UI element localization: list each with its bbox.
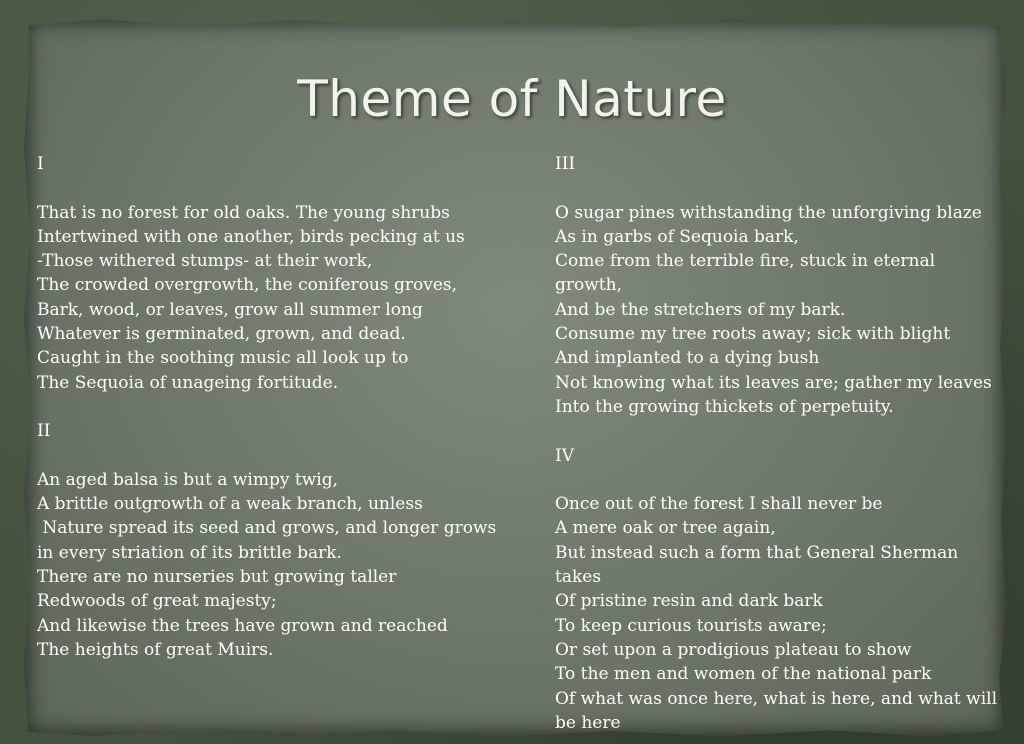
poem-line: Consume my tree roots away; sick with blight [555,324,951,345]
poem-line: An aged balsa is but a wimpy twig, [37,469,338,490]
poem-line: The Sequoia of unageing fortitude. [37,372,339,393]
poem-line: Into the growing thickets of perpetuity. [555,396,894,417]
poem-line: -Those withered stumps- at their work, [37,251,373,272]
poem-line: And likewise the trees have grown and reached [37,615,448,636]
poem-line: in every striation of its brittle bark. [37,542,342,563]
poem-line: Of pristine resin and dark bark [555,591,823,612]
poem-line: As in garbs of Sequoia bark, [555,226,799,247]
poem-line: O sugar pines withstanding the unforgiving blaze [555,202,982,223]
poem-line: Come from the terrible fire, stuck in eternal [555,251,936,272]
poem-line: The crowded overgrowth, the coniferous groves, [37,275,458,296]
poem-line: Bark, wood, or leaves, grow all summer long [37,299,423,320]
stanza-numeral: III [555,154,576,174]
poem-line: Intertwined with one another, birds pecking at us [37,226,465,247]
poem-line: Of what was once here, what is here, and what will [555,688,998,709]
poem-line: be here [555,712,621,733]
poem-line: A mere oak or tree again, [555,518,776,539]
poem-line: That is no forest for old oaks. The young shrubs [37,202,450,223]
poem-line: Whatever is germinated, grown, and dead. [37,324,406,345]
poem-line: To the men and women of the national park [555,664,932,685]
poem-line: Not knowing what its leaves are; gather my leaves [555,372,992,393]
stanza-numeral: I [37,154,44,174]
poem-line: takes [555,567,602,588]
poem-line: growth, [555,275,622,296]
poem-line: There are no nurseries but growing taller [37,567,397,588]
poem-line: A brittle outgrowth of a weak branch, unless [37,494,423,515]
right-column [555,152,1000,735]
poem-line: The heights of great Muirs. [37,639,274,660]
stanza-numeral: II [37,421,51,442]
poem-line: And be the stretchers of my bark. [555,299,846,320]
left-column [37,152,527,662]
poem-line: Once out of the forest I shall never be [555,494,883,515]
slide-title: Theme of Nature [297,70,727,128]
poem-line: Nature spread its seed and grows, and longer grows [37,518,497,539]
poem-line: Or set upon a prodigious plateau to show [555,639,912,660]
poem-line: To keep curious tourists aware; [555,615,827,636]
poem-line: But instead such a form that General Sherman [555,542,959,563]
poem-line: Caught in the soothing music all look up to [37,348,409,369]
poem-line: And implanted to a dying bush [555,348,820,369]
stanza-numeral: IV [555,445,574,466]
poem-line: Redwoods of great majesty; [37,591,277,612]
